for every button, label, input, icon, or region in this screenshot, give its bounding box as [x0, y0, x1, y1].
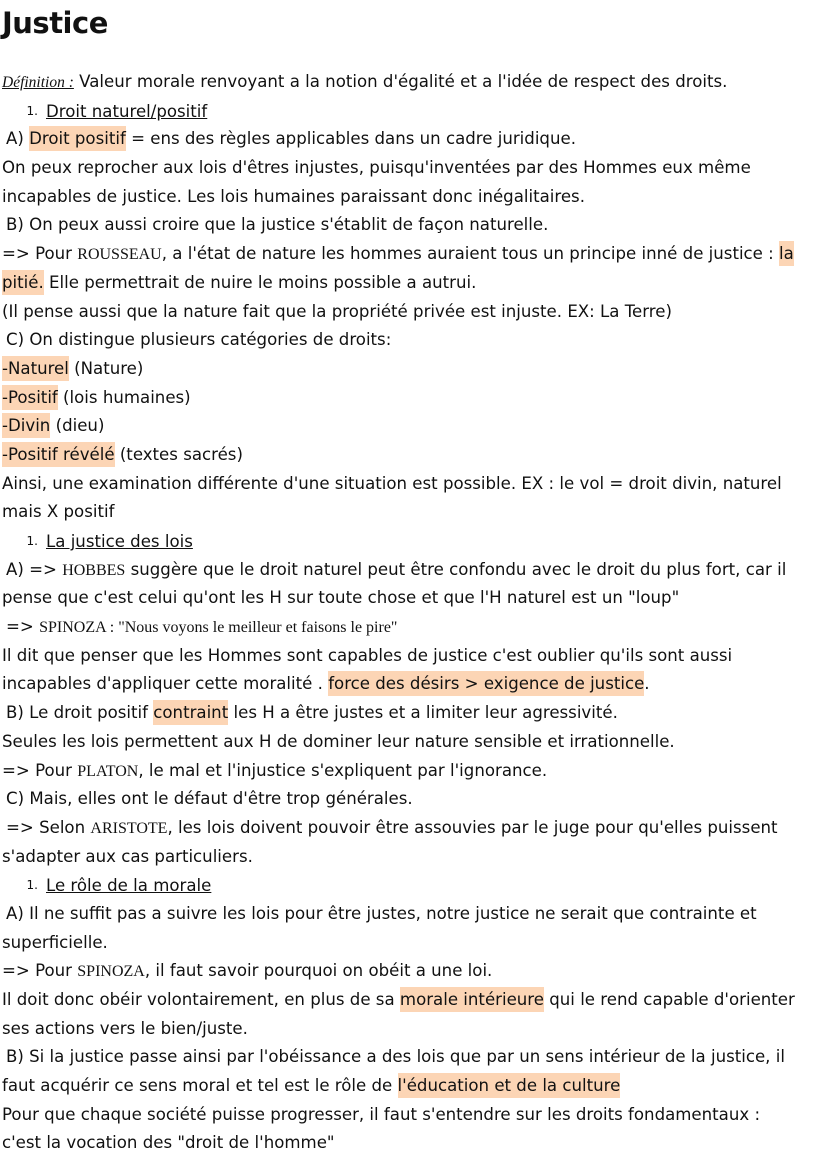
- author-name: PLATON: [77, 762, 139, 780]
- paragraph: faut acquérir ce sens moral et tel est le rôle de l'éducation et de la culture: [2, 1072, 822, 1101]
- paragraph: => Pour PLATON, le mal et l'injustice s'expliquent par l'ignorance.: [2, 760, 548, 780]
- paragraph: A) Il ne suffit pas a suivre les lois pour être justes, notre justice ne serait que contrainte et: [6, 903, 757, 923]
- document-body: [2, 68, 822, 1158]
- paragraph: Il dit que penser que les Hommes sont capables de justice c'est oublier qu'ils sont aussi: [2, 645, 733, 665]
- highlight: -Naturel: [2, 356, 69, 381]
- paragraph: incapables de justice. Les lois humaines paraissant donc inégalitaires.: [2, 186, 585, 206]
- paragraph: A) Droit positif = ens des règles applicables dans un cadre juridique.: [2, 125, 822, 154]
- paragraph: mais X positif: [2, 502, 115, 522]
- highlight: -Positif: [2, 385, 58, 410]
- highlight: morale intérieure: [400, 987, 544, 1012]
- paragraph: C) Mais, elles ont le défaut d'être trop générales.: [6, 789, 413, 809]
- paragraph: B) On peux aussi croire que la justice s'établit de façon naturelle.: [6, 215, 549, 235]
- list-item: -Positif (lois humaines): [2, 384, 822, 413]
- author-quote: SPINOZA : "Nous voyons le meilleur et faisons le pire": [39, 619, 398, 637]
- author-name: SPINOZA: [77, 963, 145, 981]
- definition-line: Définition : Valeur morale renvoyant a la notion d'égalité et a l'idée de respect des droits.: [2, 72, 728, 91]
- paragraph: Ainsi, une examination différente d'une situation est possible. EX : le vol = droit divin, naturel: [2, 473, 782, 493]
- paragraph: Pour que chaque société puisse progresser, il faut s'entendre sur les droits fondamentaux :: [2, 1104, 761, 1124]
- paragraph: => Selon ARISTOTE, les lois doivent pouvoir être assouvies par le juge pour qu'elles puissent: [6, 817, 778, 837]
- page-title: Justice: [2, 6, 108, 40]
- paragraph: pitié. Elle permettrait de nuire le moins possible a autrui.: [2, 269, 822, 298]
- highlight: l'éducation et de la culture: [398, 1073, 621, 1098]
- paragraph: Seules les lois permettent aux H de dominer leur nature sensible et irrationnelle.: [2, 731, 675, 751]
- highlight: la: [779, 241, 794, 266]
- paragraph: => Pour ROUSSEAU, a l'état de nature les hommes auraient tous un principe inné de justice : la: [2, 240, 822, 269]
- paragraph: s'adapter aux cas particuliers.: [2, 846, 253, 866]
- paragraph: A) => HOBBES suggère que le droit naturel peut être confondu avec le droit du plus fort, car il: [6, 559, 787, 579]
- paragraph: incapables d'appliquer cette moralité . force des désirs > exigence de justice.: [2, 670, 822, 699]
- paragraph: Il doit donc obéir volontairement, en plus de sa morale intérieure qui le rend capable d'orienter: [2, 986, 822, 1015]
- section-heading-1: 1. Droit naturel/positif: [26, 101, 208, 121]
- highlight: pitié.: [2, 270, 44, 295]
- highlight: Droit positif: [29, 126, 126, 151]
- author-name: HOBBES: [62, 561, 126, 579]
- highlight: -Divin: [2, 413, 50, 438]
- paragraph: On peux reprocher aux lois d'êtres injustes, puisqu'inventées par des Hommes eux même: [2, 158, 751, 178]
- paragraph: C) On distingue plusieurs catégories de droits:: [6, 330, 392, 350]
- highlight: force des désirs > exigence de justice: [328, 671, 644, 696]
- paragraph: superficielle.: [2, 932, 108, 952]
- section-heading-2: 1. La justice des lois: [26, 532, 193, 551]
- highlight: -Positif révélé: [2, 442, 115, 467]
- paragraph: => SPINOZA : "Nous voyons le meilleur et faisons le pire": [6, 617, 398, 637]
- paragraph: B) Si la justice passe ainsi par l'obéissance a des lois que par un sens intérieur de la justice, il: [6, 1047, 785, 1067]
- list-item: -Naturel (Nature): [2, 355, 822, 384]
- paragraph: ses actions vers le bien/juste.: [2, 1018, 248, 1038]
- definition-label: Définition :: [2, 74, 74, 91]
- paragraph: c'est la vocation des "droit de l'homme": [2, 1133, 335, 1153]
- author-name: ROUSSEAU: [77, 246, 162, 264]
- paragraph: B) Le droit positif contraint les H a être justes et a limiter leur agressivité.: [2, 699, 822, 728]
- paragraph: pense que c'est celui qu'ont les H sur toute chose et que l'H naturel est un "loup": [2, 588, 680, 608]
- author-name: ARISTOTE: [90, 819, 168, 837]
- list-item: -Positif révélé (textes sacrés): [2, 441, 822, 470]
- paragraph: (Il pense aussi que la nature fait que la propriété privée est injuste. EX: La Terre): [2, 301, 672, 321]
- list-item: -Divin (dieu): [2, 412, 822, 441]
- section-heading-3: 1. Le rôle de la morale: [26, 876, 212, 896]
- highlight: contraint: [153, 700, 228, 725]
- paragraph: => Pour SPINOZA, il faut savoir pourquoi on obéit a une loi.: [2, 961, 493, 981]
